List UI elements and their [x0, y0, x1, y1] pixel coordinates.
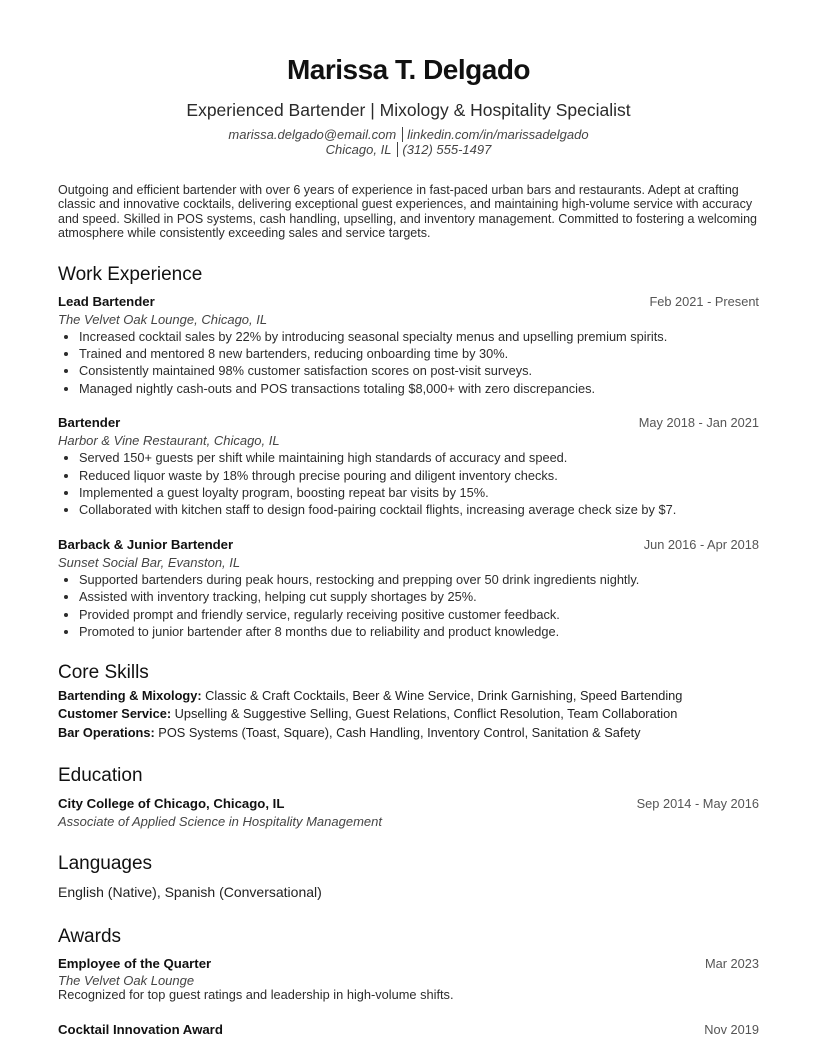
- job-title: Bartender: [58, 415, 121, 431]
- job-title: Barback & Junior Bartender: [58, 536, 234, 552]
- contact-email[interactable]: marissa.delgado@email.com: [228, 127, 397, 142]
- award-date: Mar 2023: [704, 956, 759, 971]
- skill-row: [58, 687, 759, 706]
- skills-block: [58, 687, 759, 743]
- contact-location: Chicago, IL: [325, 142, 392, 157]
- list-item: • Increased cocktail sales by 22% by introducing seasonal specialty menus and upselling premium spirits.: [79, 328, 759, 345]
- skill-row: [58, 705, 759, 724]
- experience-entry: [58, 293, 759, 398]
- award-entry: [58, 1021, 759, 1039]
- list-item: • Consistently maintained 98% customer satisfaction scores on post-visit surveys.: [79, 362, 759, 379]
- section-title-languages: Languages: [58, 853, 153, 874]
- candidate-headline: Experienced Bartender | Mixology & Hospitality Specialist: [186, 100, 631, 120]
- list-item: • Managed nightly cash-outs and POS transactions totaling $8,000+ with zero discrepancies.: [79, 380, 759, 397]
- skill-label: Customer Service:: [58, 706, 172, 721]
- list-item: • Provided prompt and friendly service, regularly receiving positive customer feedback.: [79, 606, 759, 623]
- contact-separator: [402, 127, 403, 142]
- list-item: • Collaborated with kitchen staff to design food-pairing cocktail flights, increasing average check size by $7.: [79, 501, 759, 518]
- contact-phone[interactable]: (312) 555-1497: [402, 142, 492, 157]
- list-item: • Assisted with inventory tracking, helping cut supply shortages by 25%.: [79, 588, 759, 605]
- job-company: The Velvet Oak Lounge, Chicago, IL: [58, 311, 268, 327]
- job-bullets: [58, 328, 759, 398]
- job-company: Sunset Social Bar, Evanston, IL: [58, 554, 241, 570]
- award-date: Nov 2019: [704, 1022, 759, 1037]
- list-item: • Trained and mentored 8 new bartenders, reducing onboarding time by 30%.: [79, 345, 759, 362]
- experience-entry: [58, 414, 759, 519]
- job-dates: Feb 2021 - Present: [649, 293, 759, 309]
- degree-name: Associate of Applied Science in Hospitality Management: [58, 814, 382, 829]
- list-item: • Served 150+ guests per shift while maintaining high standards of accuracy and speed.: [79, 449, 759, 466]
- school-name: City College of Chicago, Chicago, IL: [58, 796, 285, 811]
- skill-label: Bartending & Mixology:: [58, 687, 202, 703]
- award-entry: [58, 955, 759, 1002]
- award-org: The Velvet Oak Lounge: [58, 973, 195, 988]
- professional-summary: Outgoing and efficient bartender with over 6 years of experience in fast-paced urban bars and restaurants. Adept at crafting classic and innovative cocktails, delivering exceptional guest experiences, and maintaining high-volume service with accuracy and speed. Skilled in POS systems, cash handling, upselling, and inventory management. Committed to fostering a welcoming atmosphere while consistently exceeding sales and service targets.: [58, 183, 757, 241]
- award-title: Cocktail Innovation Award: [58, 1022, 223, 1037]
- job-company: Harbor & Vine Restaurant, Chicago, IL: [58, 433, 280, 449]
- section-title-awards: Awards: [58, 926, 122, 947]
- list-item: • Supported bartenders during peak hours, restocking and prepping over 50 drink ingredients nightly.: [79, 571, 759, 588]
- list-item: • Implemented a guest loyalty program, boosting repeat bar visits by 15%.: [79, 484, 759, 501]
- languages-list: English (Native), Spanish (Conversational): [58, 884, 322, 900]
- job-dates: Jun 2016 - Apr 2018: [643, 536, 759, 552]
- resume-page: [58, 52, 759, 1039]
- section-title-experience: Work Experience: [58, 263, 203, 285]
- contact-separator: [397, 142, 398, 157]
- award-description: Recognized for top guest ratings and leadership in high-volume shifts.: [58, 987, 454, 1002]
- education-dates: Sep 2014 - May 2016: [636, 796, 759, 811]
- job-title: Lead Bartender: [58, 293, 155, 309]
- job-bullets: [58, 571, 759, 641]
- award-title: Employee of the Quarter: [58, 956, 212, 971]
- contact-block: [58, 127, 759, 157]
- experience-entry: [58, 536, 759, 641]
- job-bullets: [58, 449, 759, 519]
- section-title-education: Education: [58, 765, 143, 786]
- skill-value: Upselling & Suggestive Selling, Guest Relations, Conflict Resolution, Team Collaboration: [174, 706, 678, 721]
- contact-linkedin[interactable]: linkedin.com/in/marissadelgado: [407, 127, 589, 142]
- education-entry: [58, 795, 759, 830]
- skill-value: Classic & Craft Cocktails, Beer & Wine Service, Drink Garnishing, Speed Bartending: [205, 687, 683, 703]
- skill-label: Bar Operations:: [58, 724, 155, 740]
- section-title-skills: Core Skills: [58, 661, 149, 683]
- job-dates: May 2018 - Jan 2021: [638, 415, 759, 431]
- list-item: • Reduced liquor waste by 18% through precise pouring and diligent inventory checks.: [79, 467, 759, 484]
- skill-row: [58, 724, 759, 743]
- list-item: • Promoted to junior bartender after 8 months due to reliability and product knowledge.: [79, 623, 759, 640]
- candidate-name: Marissa T. Delgado: [286, 54, 531, 85]
- skill-value: POS Systems (Toast, Square), Cash Handling, Inventory Control, Sanitation & Safety: [158, 724, 641, 740]
